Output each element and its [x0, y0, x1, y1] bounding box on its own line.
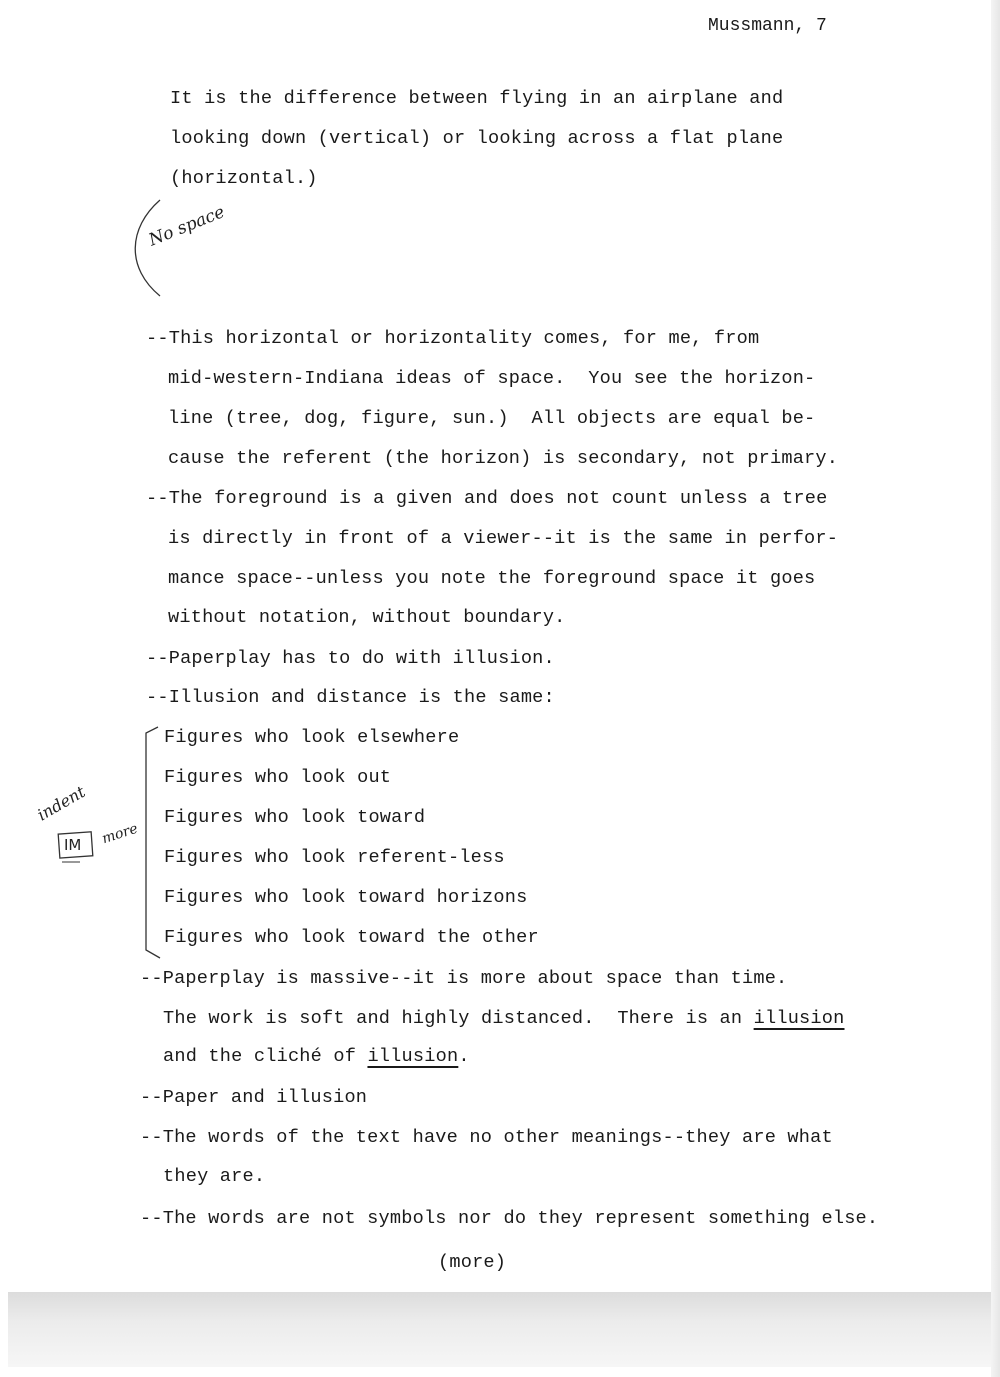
figures-item-3: Figures who look toward — [164, 807, 426, 828]
p7-line-1: --The words of the text have no other meanings--they are what — [140, 1127, 833, 1148]
p5-line-3 — [163, 1048, 470, 1067]
p1-line-3: line (tree, dog, figure, sun.) All objects are equal be- — [168, 408, 816, 429]
more-footer: (more) — [438, 1252, 507, 1273]
p2-line-4: without notation, without boundary. — [168, 607, 566, 628]
p5-line-3-text: and the cliché of — [163, 1046, 368, 1067]
p5-line-1: --Paperplay is massive--it is more about space than time. — [140, 968, 788, 989]
intro-line-3: (horizontal.) — [170, 168, 318, 189]
p1-line-2: mid-western-Indiana ideas of space. You see the horizon- — [168, 368, 816, 389]
intro-line-1: It is the difference between flying in an airplane and — [170, 88, 784, 109]
scan-bottom-shadow — [8, 1292, 992, 1367]
p5-line-3-period: . — [458, 1046, 470, 1067]
page-header: Mussmann, 7 — [708, 16, 827, 36]
figures-item-4: Figures who look referent-less — [164, 847, 505, 868]
handwritten-more-word: more — [100, 820, 140, 848]
p2-line-2: is directly in front of a viewer--it is the same in perfor- — [168, 528, 839, 549]
handwritten-no-space-note: No space — [146, 202, 228, 251]
figures-bracket-mark — [146, 727, 160, 958]
scan-right-edge — [991, 0, 1000, 1377]
handwritten-indent-word: indent — [34, 782, 89, 825]
figures-item-2: Figures who look out — [164, 767, 392, 788]
figures-item-1: Figures who look elsewhere — [164, 727, 460, 748]
p5-line-2-text: The work is soft and highly distanced. There is an — [163, 1008, 754, 1029]
p8-line: --The words are not symbols nor do they represent something else. — [140, 1208, 879, 1229]
figures-item-6: Figures who look toward the other — [164, 927, 539, 948]
p4-line: --Illusion and distance is the same: — [146, 687, 555, 708]
handwritten-indent-box-label: IM — [64, 836, 82, 854]
p2-line-3: mance space--unless you note the foreground space it goes — [168, 568, 816, 589]
p7-line-2: they are. — [163, 1166, 266, 1187]
figures-item-5: Figures who look toward horizons — [164, 887, 528, 908]
p6-line: --Paper and illusion — [140, 1087, 368, 1108]
underlined-illusion-2: illusion — [367, 1046, 459, 1067]
p5-line-2 — [163, 1010, 845, 1029]
p3-line: --Paperplay has to do with illusion. — [146, 648, 555, 669]
underlined-illusion-1: illusion — [753, 1008, 845, 1029]
p1-line-4: cause the referent (the horizon) is secondary, not primary. — [168, 448, 839, 469]
p1-line-1: --This horizontal or horizontality comes, for me, from — [146, 328, 760, 349]
p2-line-1: --The foreground is a given and does not count unless a tree — [146, 488, 828, 509]
intro-line-2: looking down (vertical) or looking across a flat plane — [170, 128, 784, 149]
